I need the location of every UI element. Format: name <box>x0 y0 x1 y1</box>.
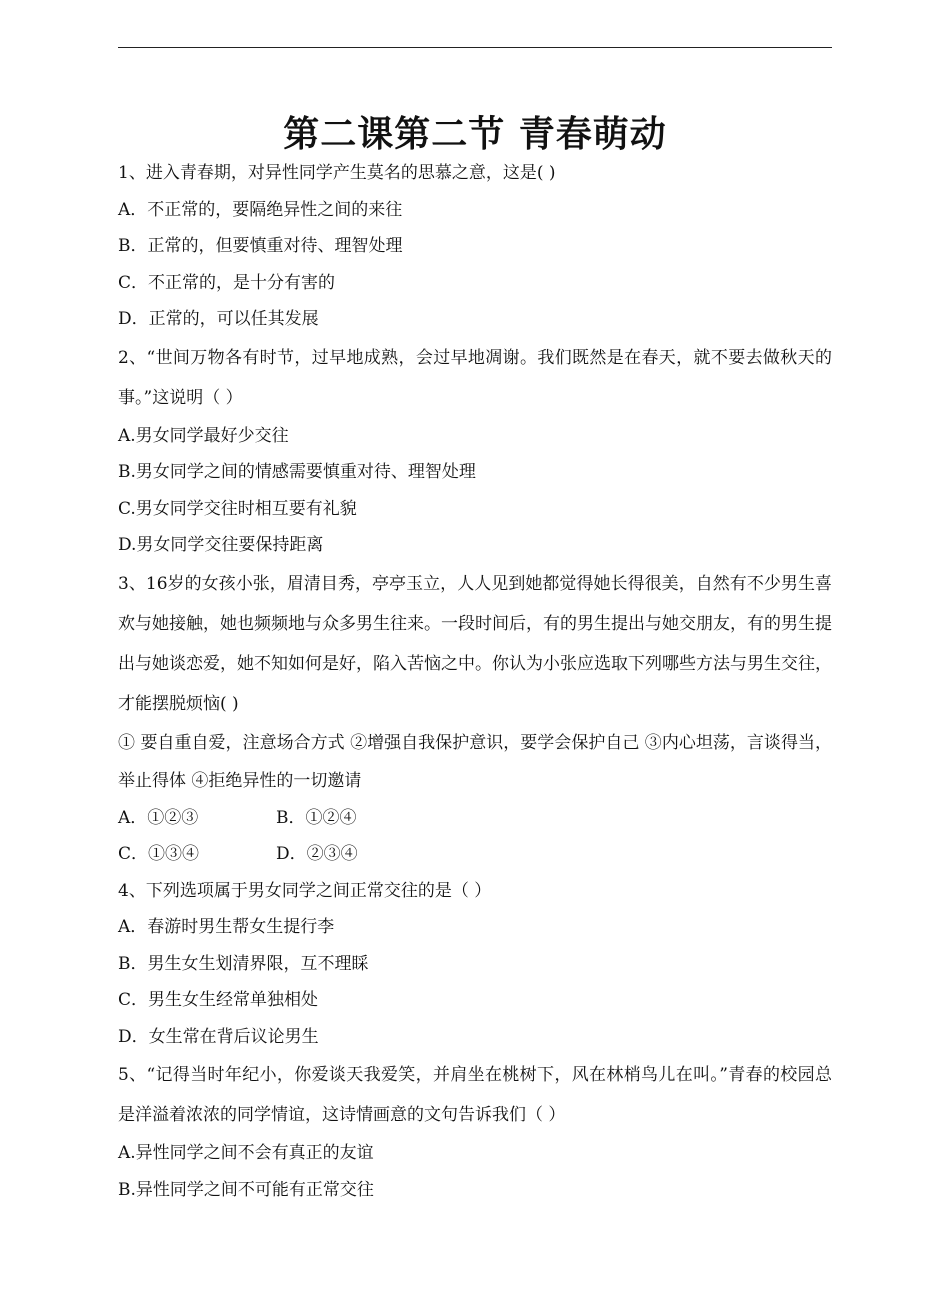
question-1-option-c: C．不正常的，是十分有害的 <box>118 272 336 293</box>
question-5-option-b: B.异性同学之间不可能有正常交往 <box>118 1179 374 1200</box>
question-1-option-a: A．不正常的，要隔绝异性之间的来往 <box>118 199 403 220</box>
question-3-option-b: B．①②④ <box>276 807 357 828</box>
question-3-option-a: A．①②③ <box>118 807 199 828</box>
question-2-option-c: C.男女同学交往时相互要有礼貌 <box>118 498 357 519</box>
page-title: 第二课第二节 青春萌动 <box>283 113 667 155</box>
question-2-option-d: D.男女同学交往要保持距离 <box>118 535 324 555</box>
question-2-stem: 2、“世间万物各有时节，过早地成熟，会过早地凋谢。我们既然是在春天，就不要去做秋天的事。”这说明（ ） <box>118 347 832 408</box>
question-1-stem: 1、进入青春期，对异性同学产生莫名的思慕之意，这是( ) <box>118 163 556 183</box>
question-3-option-d: D．②③④ <box>276 844 358 864</box>
question-2-option-a: A.男女同学最好少交往 <box>118 425 289 446</box>
question-4-option-a: A．春游时男生帮女生提行李 <box>118 917 335 937</box>
question-5-option-a: A.异性同学之间不会有真正的友谊 <box>118 1143 374 1163</box>
question-1-option-b: B．正常的，但要慎重对待、理智处理 <box>118 236 403 256</box>
question-list <box>118 155 832 1208</box>
question-1-option-d: D．正常的，可以任其发展 <box>118 309 319 329</box>
question-3-options-row-2 <box>118 836 832 873</box>
question-3-stem: 3、16岁的女孩小张，眉清目秀，亭亭玉立，人人见到她都觉得她长得很美，自然有不少男生喜欢与她接触，她也频频地与众多男生往来。一段时间后，有的男生提出与她交朋友，有的男生提出与她谈恋爱，她不知如何是好，陷入苦恼之中。你认为小张应选取下列哪些方法与男生交往，才能摆脱烦恼( ) <box>118 573 832 714</box>
question-3-statements: ① 要自重自爱，注意场合方式 ②增强自我保护意识，要学会保护自己 ③内心坦荡，言谈得当，举止得体 ④拒绝异性的一切邀请 <box>118 732 832 791</box>
question-4-stem: 4、下列选项属于男女同学之间正常交往的是（ ） <box>118 880 492 901</box>
question-3-option-c: C．①③④ <box>118 844 200 864</box>
question-5-stem: 5、“记得当时年纪小，你爱谈天我爱笑，并肩坐在桃树下，风在林梢鸟儿在叫。”青春的校园总是洋溢着浓浓的同学情谊，这诗情画意的文句告诉我们（ ） <box>118 1065 832 1125</box>
question-2-option-b: B.男女同学之间的情感需要慎重对待、理智处理 <box>118 462 476 482</box>
question-4-option-d: D．女生常在背后议论男生 <box>118 1026 319 1047</box>
header-rule <box>118 47 832 48</box>
question-4-option-b: B．男生女生划清界限，互不理睬 <box>118 953 369 974</box>
question-3-options-row-1 <box>118 800 832 837</box>
question-4-option-c: C．男生女生经常单独相处 <box>118 990 319 1010</box>
